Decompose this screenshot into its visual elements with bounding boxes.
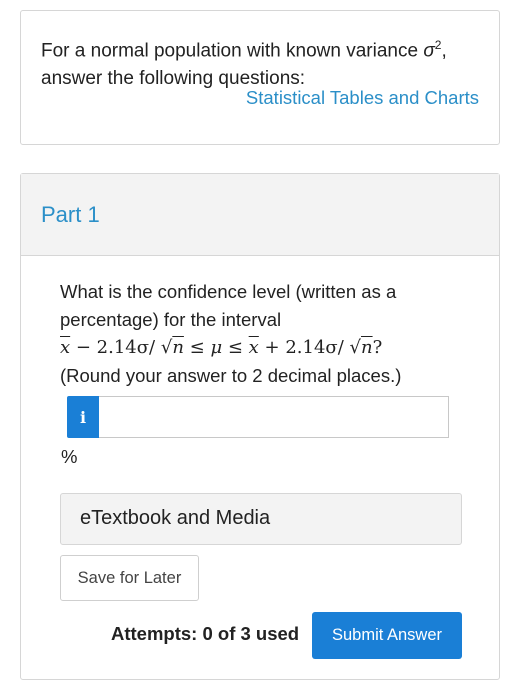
intro-comma: , xyxy=(441,40,447,62)
save-for-later-button[interactable]: Save for Later xyxy=(60,555,199,601)
sigma-symbol: σ xyxy=(423,40,435,62)
formula-seg-2: ≤ xyxy=(183,337,211,358)
question-text xyxy=(60,278,460,390)
info-icon[interactable]: i xyxy=(67,396,99,438)
formula-n-2: n xyxy=(360,337,373,358)
formula-seg-1: − 2.14σ/ √ xyxy=(70,337,173,358)
rounding-instruction: (Round your answer to 2 decimal places.) xyxy=(60,365,402,386)
intro-card xyxy=(20,10,500,145)
sigma-exponent: 2 xyxy=(434,38,442,52)
answer-input[interactable] xyxy=(99,396,449,438)
formula-xbar-1: $\overline{x}$ xyxy=(60,337,71,358)
part-1-card xyxy=(20,173,500,680)
question-line-1: What is the confidence level (written as a xyxy=(60,281,397,302)
intro-text xyxy=(41,31,481,93)
confidence-interval-formula xyxy=(60,334,460,362)
intro-text-line2: answer the following questions: xyxy=(41,68,306,90)
part-header xyxy=(21,174,499,256)
question-line-2: percentage) for the interval xyxy=(60,309,282,330)
answer-row xyxy=(67,396,449,438)
percent-unit: % xyxy=(61,446,78,467)
submit-answer-button[interactable]: Submit Answer xyxy=(312,612,462,659)
intro-text-start: For a normal population with known variance xyxy=(41,40,424,62)
formula-xbar-2: $\overline{x}$ xyxy=(248,337,259,358)
formula-seg-3: ≤ xyxy=(222,337,249,358)
etextbook-media-button[interactable]: eTextbook and Media xyxy=(60,493,462,545)
formula-question-mark: ? xyxy=(372,337,383,358)
part-title: Part 1 xyxy=(41,202,100,227)
statistical-tables-link[interactable]: Statistical Tables and Charts xyxy=(245,87,479,108)
attempts-counter: Attempts: 0 of 3 used xyxy=(111,623,300,644)
formula-seg-4: + 2.14σ/ √ xyxy=(258,337,361,358)
formula-mu: μ xyxy=(210,337,223,358)
formula-n-1: n xyxy=(172,337,184,358)
